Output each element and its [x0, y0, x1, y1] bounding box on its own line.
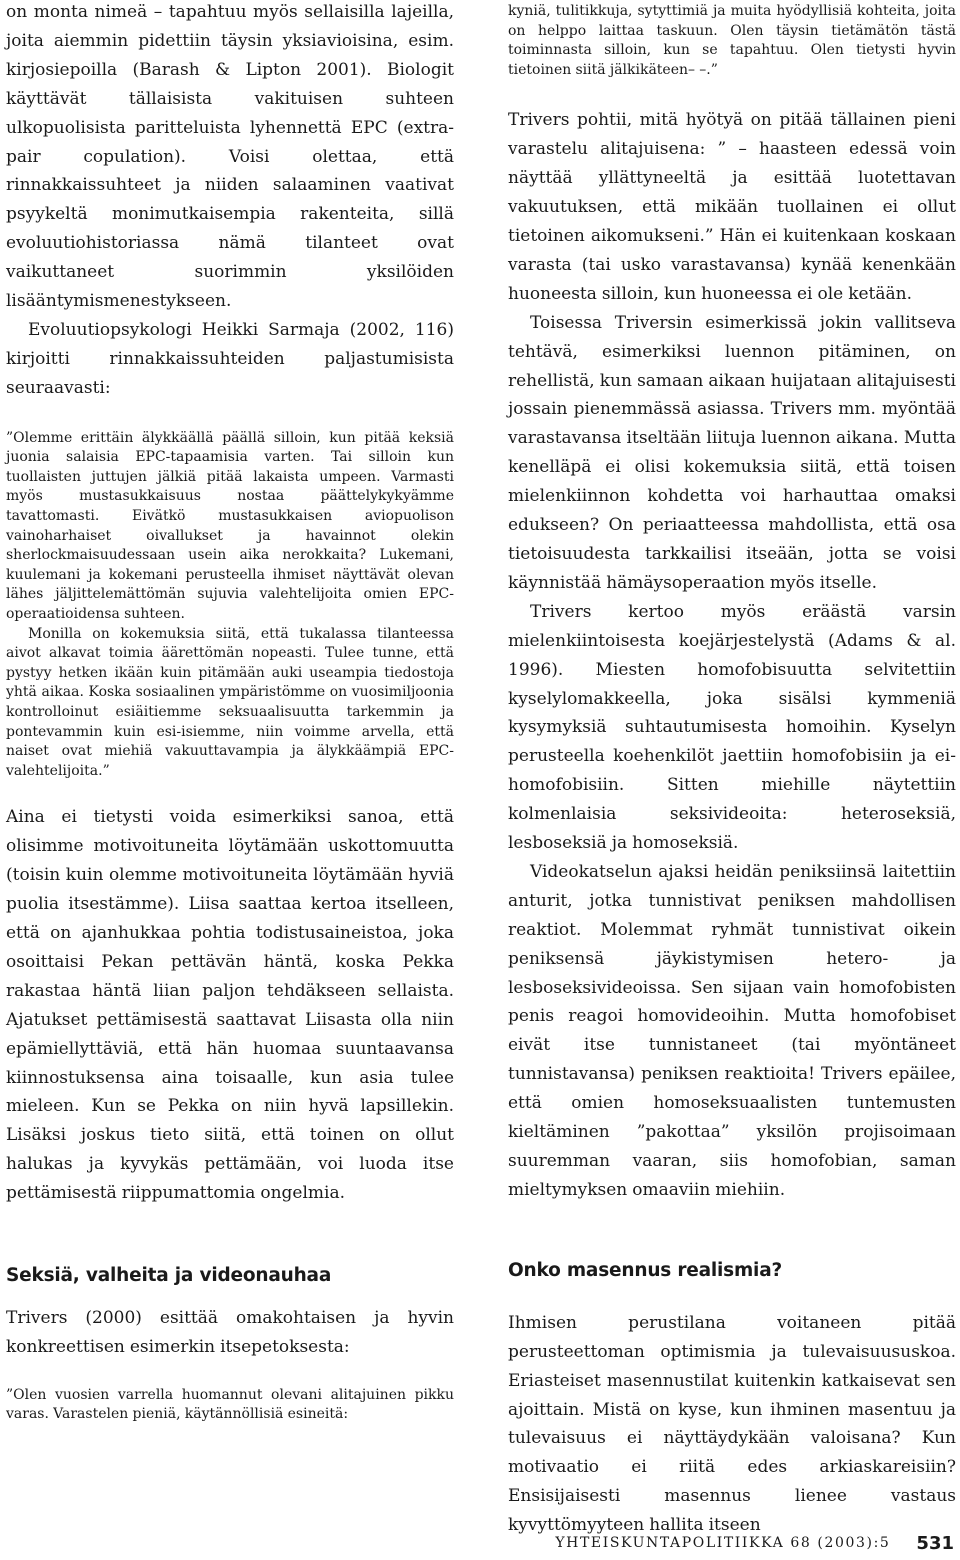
block-quote-trivers-continued: kyniä, tulitikkuja, sytyttimiä ja muita hyödyllisiä kohteita, joita on helppo laittaa taskuun. Olen täysin tietämätön tästä toiminnasta silloin, kun se tapahtuu. Olen tietysti hyvin tietoinen siitä jälkikäteen– –.”: [508, 3, 956, 78]
journal-name: YHTEISKUNTAPOLITIIKKA 68 (2003):5: [555, 1535, 891, 1551]
paragraph-kertoo: Trivers kertoo myös eräästä varsin mielenkiintoisesta koejärjestelystä (Adams & al. 1996). Miesten homofobisuutta selvitettiin kyselylomakkeella, joka sisälsi kymmeniä kysymyksiä suhtautumisesta homoihin. Kyselyn perusteella koehenkilöt jaettiin homofobisiin ja ei-homofobisiin. Sitten miehille näytettiin kolmenlaisia seksivideoita: heteroseksiä, lesboseksiä ja homoseksiä.: [508, 601, 956, 854]
left-column: [6, 0, 454, 1425]
paragraph-trivers-benefit: Trivers pohtii, mitä hyötyä on pitää tällainen pieni varastelu alitajuisena: ” – haasteen edessä voin näyttää yllättyneeltä ja esittää luotettavan vakuutuksen, että mikään tuollainen ei ollut tietoinen aikomukseni.” Hän ei kuitenkaan koskaan varasta (tai usko varastavansa) kynää kenenkään huoneesta silloin, kun huoneessa ei ole ketään.: [508, 110, 956, 304]
section-heading-masennus: Onko masennus realismia?: [508, 1259, 783, 1281]
paragraph-aina: Aina ei tietysti voida esimerkiksi sanoa, että olisimme motivoituneita löytämään uskottomuutta (toisin kuin olemme motivoituneita löytämään hyviä puolia itsestämme). Liisa saattaa kertoa itselleen, että on ajanhukkaa pohtia todistusaineistoa, joka osoittaisi Pekan pettävän häntä, koska Pekka rakastaa häntä liian paljon tehdäkseen sellaista. Ajatukset pettämisestä saattavat Liisasta olla niin epämiellyttäviä, että hän huomaa suuntaavansa kiinnostuksensa aina toisaalle, kun asia tulee mieleen. Kun se Pekka on niin hyvä lapsillekin. Lisäksi joskus tieto siitä, että toinen on ollut halukas ja kyvykäs pettämään, voi luoda itse pettämisestä riippumattomia ongelmia.: [6, 807, 454, 1204]
block-quote-trivers-start: ”Olen vuosien varrella huomannut olevani alitajuinen pikku varas. Varastelen pieniä, käytännöllisiä esineitä:: [6, 1386, 454, 1423]
paragraph-opening: on monta nimeä – tapahtuu myös sellaisilla lajeilla, joita aiemmin pidettiin täysin yksiavioisina, esim. kirjosiepoilla (Barash & Lipton 2001). Biologit käyttävät tällaisista vakituisen suhteen ulkopuolisista paritteluista lyhennettä EPC (extra-pair copulation). Voisi olettaa, että rinnakkaissuhteet ja niiden salaaminen vaativat psyykeltä monimutkaisempia rakenteita, sillä evoluutiohistoriassa nämä tilanteet ovat vaikuttaneet suorimmin yksilöiden lisääntymismenestykseen.: [6, 2, 454, 312]
paragraph-sarmaja: Evoluutiopsykologi Heikki Sarmaja (2002, 116) kirjoitti rinnakkaissuhteiden paljastumisista seuraavasti:: [6, 319, 454, 398]
right-column: [508, 0, 956, 1540]
section-heading-sex-lies: Seksiä, valheita ja videonauhaa: [6, 1265, 332, 1287]
paragraph-video: Videokatselun ajaksi heidän peniksiinsä laitettiin anturit, jotka tunnistivat peniksen mahdollisen reaktiot. Molemmat ryhmät tunnistivat oikein peniksensä jäykistymisen hetero- ja lesboseksivideoissa. Sen sijaan vain homofobisten penis reagoi homovideoihin. Mutta homofobiset eivät itse tunnistaneet (tai myöntäneet tunnistavansa) peniksen reaktioita! Trivers epäilee, että omien homoseksuaalisten tuntemusten kieltäminen ”pakottaa” yksilön projisoimaan suuremman vaaran, siis homofobian, saman mieltymyksen omaaviin miehiin.: [508, 861, 956, 1200]
page-number: 531: [916, 1532, 954, 1554]
paragraph-perustila: Ihmisen perustilana voitaneen pitää perusteettoman optimismia ja tulevaisuususkoa. Eriasteiset masennustilat kuitenkin katkaisevat sen ajoittain. Mistä on kyse, kun ihminen masentuu ja tulevaisuus ei näyttäydykään valoisana? Kun motivaatio ei riitä edes arkiaskareisiin? Ensisijaisesti masennus lienee vastaus kyvyttömyyteen hallita itseen: [508, 1312, 956, 1536]
page-footer: [508, 1528, 954, 1558]
paragraph-trivers-intro: Trivers (2000) esittää omakohtaisen ja hyvin konkreettisen esimerkin itsepetoksesta:: [6, 1308, 454, 1357]
block-quote-sarmaja-2: Monilla on kokemuksia siitä, että tukalassa tilanteessa aivot alkavat toimia äärettömän nopeasti. Tulee tunne, että pystyy hetken ikään kuin pitämään auki useampia tiedostoja yhtä aikaa. Koska sosiaalinen ympäristömme on vuosimiljoonia kontrolloinut esiäitiemme seksuaalisuutta tarkemmin ja pontevammin kuin esi-isiemme, niin voimme arvella, että naiset ovat miehiä vakuuttavampia ja älykkäämpiä EPC-valehtelijoita.”: [6, 625, 454, 779]
paragraph-toisessa: Toisessa Triversin esimerkissä jokin vallitseva tehtävä, esimerkiksi luennon pitäminen, on rehellistä, kun samaan aikaan huijataan alitajuisesti jossain pienemmässä asiassa. Trivers mm. myöntää varastavansa itseltään liituja luennon aikana. Mutta kenelläpä ei olisi kokemuksia siitä, että toisen mielenkiinnon kohdetta voi harhauttaa omaksi edukseen? On periaatteessa mahdollista, että osa tietoisuudesta tarkkailisi itseään, jotta se voisi käynnistää hämäysoperaation myös itselle.: [508, 312, 956, 593]
block-quote-sarmaja-1: ”Olemme erittäin älykkäällä päällä silloin, kun pitää keksiä juonia salaisia EPC-tapaamisia varten. Tai silloin kun tuollaisten juttujen jälkiä pitää lakaista umpeen. Varmasti myös mustasukkaisuus nostaa päättelykykyämme tavattomasti. Eivätkö mustasukkaisen aviopuolison vainoharhaiset oivallukset ja havainnot olekin sherlockmaisuudessaan usein aika nerokkaita? Lukemani, kuulemani ja kokemani perusteella ihmiset näyttävät olevan lähes jäljittelemättömän sujuvia valehtelijoita omien EPC-operaatioidensa suhteen.: [6, 429, 454, 623]
